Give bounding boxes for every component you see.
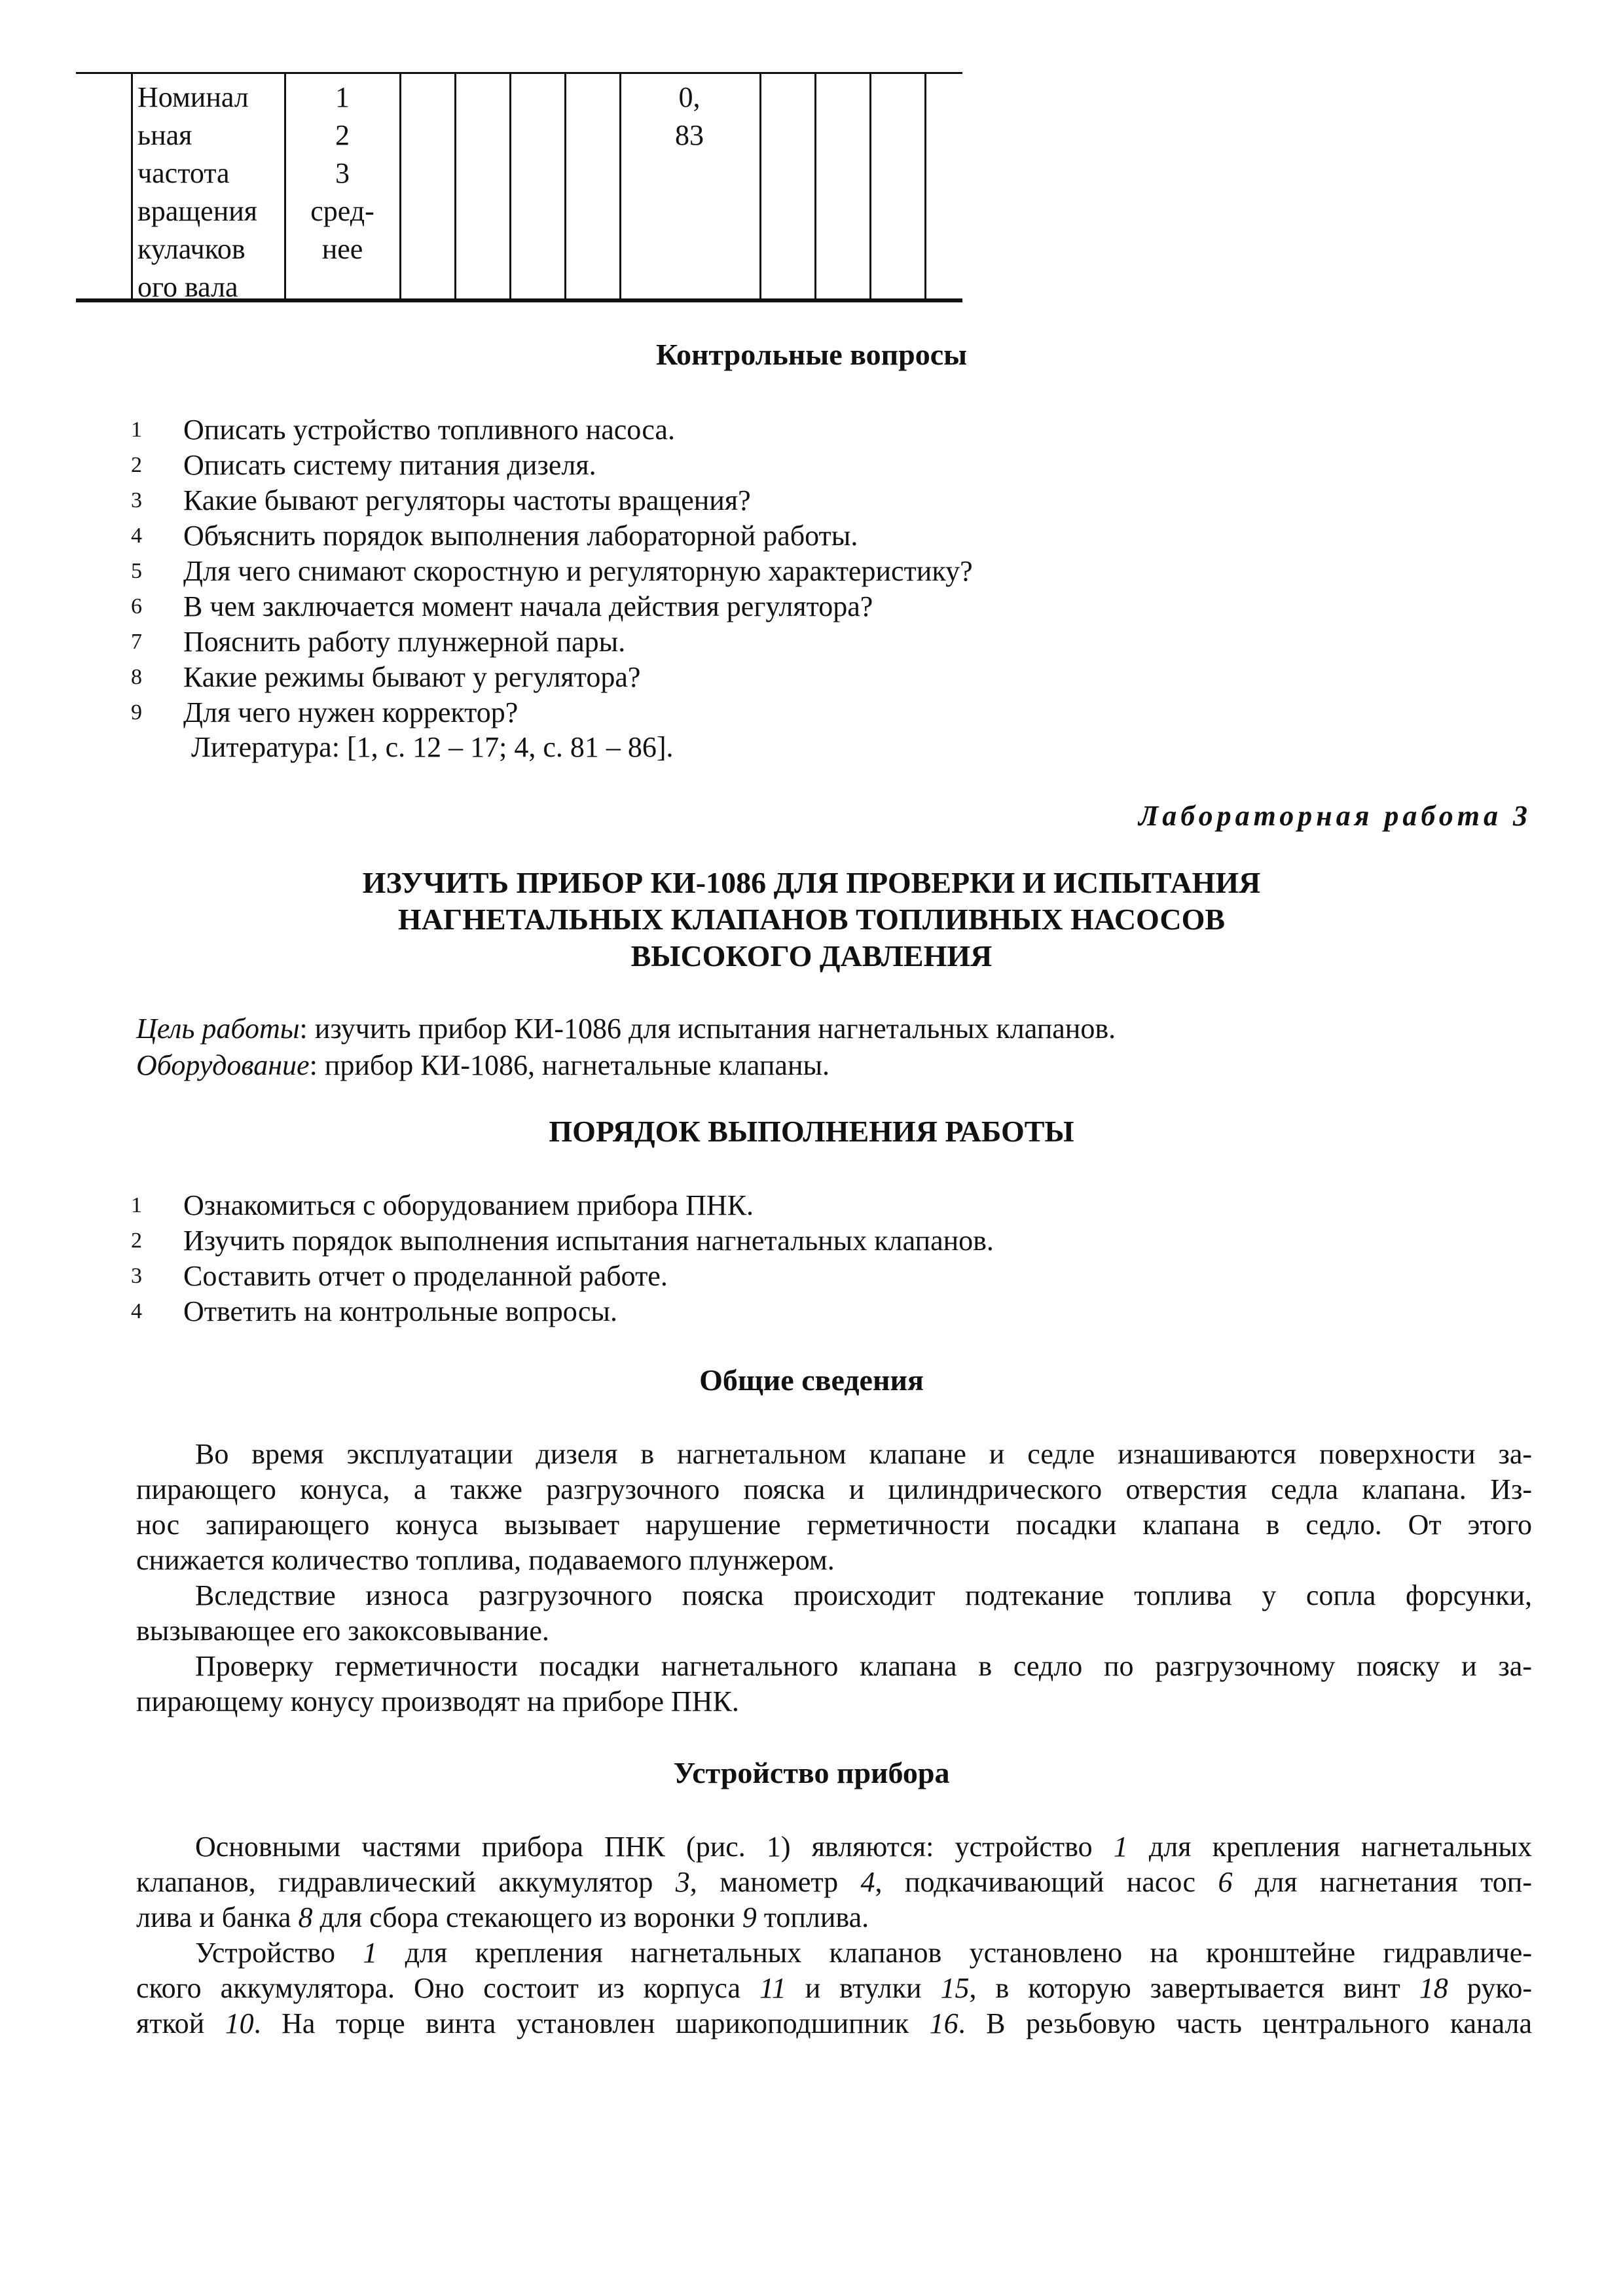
equipment-label: Оборудование: [136, 1049, 310, 1081]
table-col-divider: [619, 72, 621, 302]
text-line: вызывающее его закоксовывание.: [136, 1615, 549, 1647]
text-line: снижается количество топлива, подаваемого плунжером.: [136, 1544, 835, 1576]
item-number: 2: [131, 1229, 142, 1253]
table-col-divider: [814, 72, 816, 302]
text-line: Во время эксплуатации дизеля в нагнетальном клапане и седле изнашиваются поверхности за-: [195, 1438, 1532, 1470]
label-line: вращения: [137, 195, 258, 227]
text-run: для крепления нагнетальных: [1127, 1831, 1532, 1863]
table-row-label: [137, 79, 282, 306]
part-number: 9: [742, 1901, 757, 1933]
item-text: Для чего нужен корректор?: [183, 696, 519, 728]
text-run: руко-: [1448, 1972, 1532, 2004]
text-run: для сбора стекающего из воронки: [312, 1901, 742, 1933]
table-index-cell: [287, 79, 398, 268]
table-col-divider: [454, 72, 456, 302]
item-text: Описать систему питания дизеля.: [183, 449, 596, 481]
table-col-divider: [131, 72, 133, 302]
text-line: [136, 1935, 1532, 1971]
part-number: 3: [675, 1866, 690, 1898]
item-number: 3: [131, 1264, 142, 1288]
text-line: нос запирающего конуса вызывает нарушение герметичности посадки клапана в седло. От этого: [136, 1509, 1532, 1541]
item-number: 9: [131, 700, 142, 725]
part-number: 1: [1113, 1831, 1128, 1863]
lab-label: Лабораторная работа 3: [1139, 800, 1531, 832]
item-number: 5: [131, 559, 142, 583]
text-run: ского аккумулятора. Оно состоит из корпуса: [136, 1972, 760, 2004]
text-run: топлива.: [756, 1901, 869, 1933]
table-col-divider: [399, 72, 401, 302]
goal-text: : изучить прибор КИ-1086 для испытания нагнетальных клапанов.: [299, 1013, 1116, 1045]
lab-title-line-3: ВЫСОКОГО ДАВЛЕНИЯ: [630, 939, 993, 973]
item-text: Ознакомиться с оборудованием прибора ПНК.: [183, 1189, 754, 1221]
item-number: 7: [131, 630, 142, 654]
item-number: 1: [131, 418, 142, 442]
item-number: 3: [131, 488, 142, 512]
lab-title-line-1: ИЗУЧИТЬ ПРИБОР КИ-1086 ДЛЯ ПРОВЕРКИ И ИСПЫТАНИЯ: [362, 866, 1261, 899]
table-col-divider: [759, 72, 761, 302]
part-number: 1: [363, 1937, 378, 1969]
text-run: Основными частями прибора ПНК (рис. 1) являются: устройство: [195, 1831, 1114, 1863]
index-line: 2: [335, 119, 350, 151]
table-col-divider: [509, 72, 511, 302]
text-run: . В резьбовую часть центрального канала: [958, 2007, 1533, 2039]
text-line: [136, 2006, 1532, 2041]
text-run: . На торце винта установлен шарикоподшипник: [253, 2007, 930, 2039]
part-number: 10: [225, 2007, 254, 2039]
item-text: Изучить порядок выполнения испытания нагнетальных клапанов.: [183, 1225, 994, 1257]
control-questions-title: Контрольные вопросы: [655, 338, 968, 371]
item-number: 1: [131, 1193, 142, 1217]
part-number: 8: [298, 1901, 313, 1933]
text-run: для крепления нагнетальных клапанов установлено на кронштейне гидравличе-: [377, 1937, 1532, 1969]
part-number: 4: [860, 1866, 875, 1898]
procedure-title: ПОРЯДОК ВЫПОЛНЕНИЯ РАБОТЫ: [549, 1115, 1074, 1148]
text-run: яткой: [136, 2007, 225, 2039]
index-line: сред-: [310, 195, 374, 227]
text-run: , подкачивающий насос: [875, 1866, 1218, 1898]
item-number: 6: [131, 594, 142, 619]
table-col-divider: [284, 72, 286, 302]
text-run: , в которую завертывается винт: [969, 1972, 1419, 2004]
goal-label: Цель работы: [136, 1013, 300, 1045]
part-number: 15: [940, 1972, 970, 2004]
index-line: 1: [335, 81, 350, 113]
item-text: Составить отчет о проделанной работе.: [183, 1260, 668, 1292]
value-line: 0,: [678, 81, 701, 113]
index-line: 3: [335, 157, 350, 189]
text-run: для нагнетания топ-: [1232, 1866, 1532, 1898]
table-value-cell: [622, 79, 757, 154]
lab-title-line-2: НАГНЕТАЛЬНЫХ КЛАПАНОВ ТОПЛИВНЫХ НАСОСОВ: [397, 903, 1226, 936]
goal-line: [136, 1011, 1116, 1047]
text-line: пирающему конусу производят на приборе ПНК.: [136, 1685, 739, 1717]
equipment-text: : прибор КИ-1086, нагнетальные клапаны.: [309, 1049, 830, 1081]
table-col-divider: [564, 72, 566, 302]
device-text: [136, 1829, 1532, 2041]
text-run: лива и банка: [136, 1901, 299, 1933]
item-text: Пояснить работу плунжерной пары.: [183, 626, 626, 658]
item-text: Объяснить порядок выполнения лабораторной работы.: [183, 520, 858, 552]
item-text: Какие режимы бывают у регулятора?: [183, 661, 641, 693]
text-line: Вследствие износа разгрузочного пояска происходит подтекание топлива у сопла форсунки,: [195, 1579, 1532, 1611]
part-number: 11: [759, 1972, 786, 2004]
text-run: , манометр: [689, 1866, 861, 1898]
item-text: Описать устройство топливного насоса.: [183, 414, 675, 446]
table-col-divider: [924, 72, 926, 302]
label-line: частота: [137, 157, 230, 189]
item-number: 4: [131, 1299, 142, 1323]
value-line: 83: [675, 119, 704, 151]
label-line: Номинал: [137, 81, 249, 113]
data-table-fragment: [76, 72, 962, 302]
text-line: [136, 1829, 1532, 1865]
item-number: 2: [131, 453, 142, 477]
item-text: Ответить на контрольные вопросы.: [183, 1295, 617, 1327]
table-top-border: [76, 72, 962, 74]
text-line: [136, 1971, 1532, 2006]
label-line: ьная: [137, 119, 192, 151]
index-line: нее: [321, 233, 363, 265]
text-run: клапанов, гидравлический аккумулятор: [136, 1866, 676, 1898]
equipment-line: [136, 1048, 830, 1083]
text-line: [136, 1865, 1532, 1900]
general-info-title: Общие сведения: [699, 1363, 924, 1397]
table-col-divider: [869, 72, 871, 302]
part-number: 6: [1218, 1866, 1233, 1898]
label-line: ого вала: [137, 271, 238, 303]
item-text: В чем заключается момент начала действия регулятора?: [183, 590, 873, 622]
text-line: Проверку герметичности посадки нагнетального клапана в седло по разгрузочному пояску и за-: [195, 1650, 1532, 1682]
part-number: 18: [1419, 1972, 1448, 2004]
label-line: кулачков: [137, 233, 246, 265]
text-run: Устройство: [195, 1937, 363, 1969]
device-title: Устройство прибора: [673, 1756, 950, 1789]
general-info-text: [136, 1437, 1532, 1719]
text-line: пирающего конуса, а также разгрузочного пояска и цилиндрического отверстия седла клапана. Из-: [136, 1473, 1532, 1505]
item-text: Какие бывают регуляторы частоты вращения?: [183, 484, 751, 516]
item-number: 4: [131, 524, 142, 548]
part-number: 16: [929, 2007, 958, 2039]
literature-reference: Литература: [1, с. 12 – 17; 4, с. 81 – 86].: [191, 731, 674, 763]
text-line: [136, 1900, 1532, 1935]
item-number: 8: [131, 665, 142, 689]
item-text: Для чего снимают скоростную и регуляторную характеристику?: [183, 555, 973, 587]
text-run: и втулки: [786, 1972, 941, 2004]
